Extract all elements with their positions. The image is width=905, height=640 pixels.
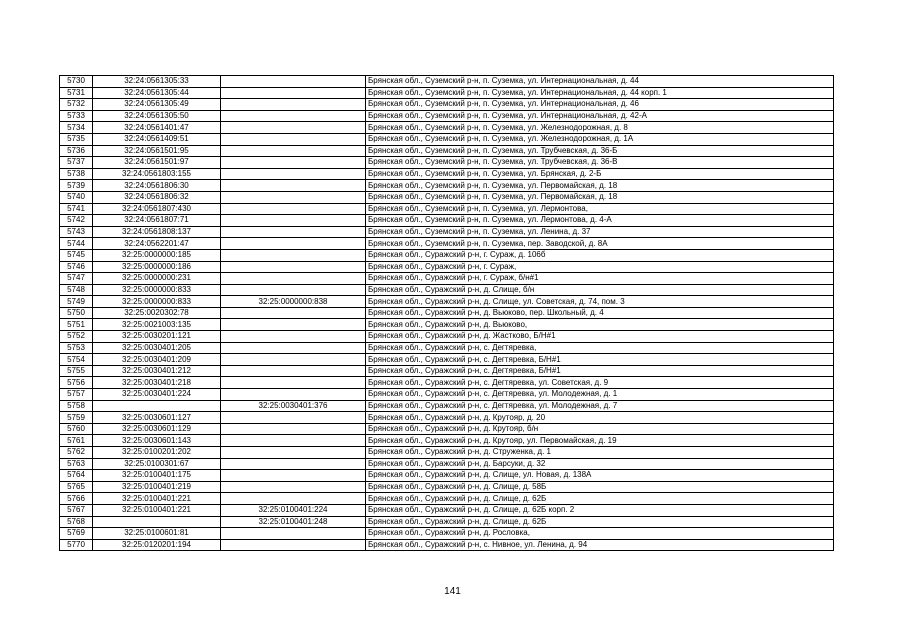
row-number-cell: 5734 bbox=[60, 122, 93, 134]
cadastral-number-cell: 32:24:0561305:33 bbox=[93, 76, 221, 88]
table-row bbox=[60, 516, 834, 528]
row-number-cell: 5761 bbox=[60, 435, 93, 447]
cadastral-number-cell: 32:25:0030401:224 bbox=[93, 389, 221, 401]
row-number-cell: 5765 bbox=[60, 481, 93, 493]
address-cell: Брянская обл., Суражский р-н, д. Вьюково, пер. Школьный, д. 4 bbox=[366, 307, 834, 319]
row-number-cell: 5768 bbox=[60, 516, 93, 528]
address-cell: Брянская обл., Суземский р-н, п. Суземка, пер. Заводской, д. 8А bbox=[366, 238, 834, 250]
related-cadastral-number-cell bbox=[221, 389, 366, 401]
cadastral-number-cell bbox=[93, 516, 221, 528]
related-cadastral-number-cell bbox=[221, 110, 366, 122]
address-cell: Брянская обл., Суражский р-н, д. Барсуки, д. 32 bbox=[366, 458, 834, 470]
cadastral-number-cell: 32:24:0561501:95 bbox=[93, 145, 221, 157]
cadastral-number-cell: 32:25:0100201:202 bbox=[93, 447, 221, 459]
row-number-cell: 5763 bbox=[60, 458, 93, 470]
row-number-cell: 5739 bbox=[60, 180, 93, 192]
related-cadastral-number-cell bbox=[221, 133, 366, 145]
table-row bbox=[60, 307, 834, 319]
table-row bbox=[60, 342, 834, 354]
table-row bbox=[60, 400, 834, 412]
table-row bbox=[60, 412, 834, 424]
row-number-cell: 5735 bbox=[60, 133, 93, 145]
address-cell: Брянская обл., Суражский р-н, д. Слище, д. 62Б корп. 2 bbox=[366, 504, 834, 516]
address-cell: Брянская обл., Суражский р-н, д. Крутояр, д. 20 bbox=[366, 412, 834, 424]
row-number-cell: 5758 bbox=[60, 400, 93, 412]
related-cadastral-number-cell bbox=[221, 470, 366, 482]
table-row bbox=[60, 203, 834, 215]
table-row bbox=[60, 238, 834, 250]
table-row bbox=[60, 458, 834, 470]
related-cadastral-number-cell bbox=[221, 539, 366, 551]
property-register-table bbox=[59, 75, 834, 551]
cadastral-number-cell: 32:25:0030601:143 bbox=[93, 435, 221, 447]
row-number-cell: 5738 bbox=[60, 168, 93, 180]
row-number-cell: 5745 bbox=[60, 249, 93, 261]
table-row bbox=[60, 504, 834, 516]
cadastral-number-cell: 32:24:0561305:50 bbox=[93, 110, 221, 122]
cadastral-number-cell: 32:25:0120201:194 bbox=[93, 539, 221, 551]
related-cadastral-number-cell: 32:25:0030401:376 bbox=[221, 400, 366, 412]
table-row bbox=[60, 319, 834, 331]
address-cell: Брянская обл., Суземский р-н, п. Суземка, ул. Ленина, д. 37 bbox=[366, 226, 834, 238]
row-number-cell: 5748 bbox=[60, 284, 93, 296]
cadastral-number-cell: 32:25:0000000:833 bbox=[93, 284, 221, 296]
row-number-cell: 5755 bbox=[60, 365, 93, 377]
cadastral-number-cell: 32:25:0030401:205 bbox=[93, 342, 221, 354]
cadastral-number-cell: 32:24:0561401:47 bbox=[93, 122, 221, 134]
row-number-cell: 5769 bbox=[60, 528, 93, 540]
cadastral-number-cell: 32:25:0000000:231 bbox=[93, 273, 221, 285]
cadastral-number-cell: 32:25:0100401:221 bbox=[93, 493, 221, 505]
page-number: 141 bbox=[444, 586, 461, 597]
table-row bbox=[60, 180, 834, 192]
cadastral-number-cell bbox=[93, 400, 221, 412]
address-cell: Брянская обл., Суземский р-н, п. Суземка, ул. Железнодорожная, д. 1А bbox=[366, 133, 834, 145]
register-table-body bbox=[60, 76, 834, 551]
address-cell: Брянская обл., Суражский р-н, с. Дегтяревка, bbox=[366, 342, 834, 354]
table-row bbox=[60, 539, 834, 551]
table-row bbox=[60, 249, 834, 261]
related-cadastral-number-cell bbox=[221, 458, 366, 470]
table-row bbox=[60, 157, 834, 169]
address-cell: Брянская обл., Суражский р-н, с. Дегтяревка, Б/Н#1 bbox=[366, 354, 834, 366]
related-cadastral-number-cell: 32:25:0100401:224 bbox=[221, 504, 366, 516]
address-cell: Брянская обл., Суражский р-н, д. Слище, ул. Советская, д. 74, пом. 3 bbox=[366, 296, 834, 308]
row-number-cell: 5730 bbox=[60, 76, 93, 88]
row-number-cell: 5764 bbox=[60, 470, 93, 482]
cadastral-number-cell: 32:25:0000000:185 bbox=[93, 249, 221, 261]
cadastral-number-cell: 32:24:0561803:155 bbox=[93, 168, 221, 180]
row-number-cell: 5756 bbox=[60, 377, 93, 389]
cadastral-number-cell: 32:25:0100301:67 bbox=[93, 458, 221, 470]
cadastral-number-cell: 32:25:0030601:127 bbox=[93, 412, 221, 424]
table-row bbox=[60, 528, 834, 540]
cadastral-number-cell: 32:25:0030401:212 bbox=[93, 365, 221, 377]
related-cadastral-number-cell bbox=[221, 87, 366, 99]
address-cell: Брянская обл., Суражский р-н, д. Рословка, bbox=[366, 528, 834, 540]
address-cell: Брянская обл., Суземский р-н, п. Суземка, ул. Интернациональная, д. 44 bbox=[366, 76, 834, 88]
related-cadastral-number-cell bbox=[221, 412, 366, 424]
row-number-cell: 5752 bbox=[60, 331, 93, 343]
cadastral-number-cell: 32:25:0030201:121 bbox=[93, 331, 221, 343]
related-cadastral-number-cell bbox=[221, 261, 366, 273]
table-row bbox=[60, 284, 834, 296]
table-row bbox=[60, 423, 834, 435]
related-cadastral-number-cell bbox=[221, 191, 366, 203]
row-number-cell: 5732 bbox=[60, 99, 93, 111]
address-cell: Брянская обл., Суземский р-н, п. Суземка, ул. Первомайская, д. 18 bbox=[366, 180, 834, 192]
cadastral-number-cell: 32:25:0100401:175 bbox=[93, 470, 221, 482]
cadastral-number-cell: 32:24:0561807:430 bbox=[93, 203, 221, 215]
table-row bbox=[60, 110, 834, 122]
row-number-cell: 5751 bbox=[60, 319, 93, 331]
related-cadastral-number-cell bbox=[221, 226, 366, 238]
row-number-cell: 5757 bbox=[60, 389, 93, 401]
address-cell: Брянская обл., Суражский р-н, д. Крутояр, б/н bbox=[366, 423, 834, 435]
row-number-cell: 5770 bbox=[60, 539, 93, 551]
address-cell: Брянская обл., Суземский р-н, п. Суземка, ул. Интернациональная, д. 42-А bbox=[366, 110, 834, 122]
related-cadastral-number-cell bbox=[221, 435, 366, 447]
address-cell: Брянская обл., Суземский р-н, п. Суземка, ул. Железнодорожная, д. 8 bbox=[366, 122, 834, 134]
table-row bbox=[60, 470, 834, 482]
table-row bbox=[60, 273, 834, 285]
address-cell: Брянская обл., Суражский р-н, д. Слище, б/н bbox=[366, 284, 834, 296]
address-cell: Брянская обл., Суражский р-н, с. Дегтяревка, ул. Молодежная, д. 1 bbox=[366, 389, 834, 401]
row-number-cell: 5760 bbox=[60, 423, 93, 435]
row-number-cell: 5744 bbox=[60, 238, 93, 250]
row-number-cell: 5741 bbox=[60, 203, 93, 215]
address-cell: Брянская обл., Суземский р-н, п. Суземка, ул. Интернациональная, д. 46 bbox=[366, 99, 834, 111]
related-cadastral-number-cell bbox=[221, 354, 366, 366]
related-cadastral-number-cell: 32:25:0100401:248 bbox=[221, 516, 366, 528]
row-number-cell: 5736 bbox=[60, 145, 93, 157]
table-row bbox=[60, 76, 834, 88]
table-row bbox=[60, 331, 834, 343]
address-cell: Брянская обл., Суражский р-н, д. Слище, д. 62Б bbox=[366, 493, 834, 505]
table-row bbox=[60, 296, 834, 308]
related-cadastral-number-cell bbox=[221, 157, 366, 169]
cadastral-number-cell: 32:25:0030401:209 bbox=[93, 354, 221, 366]
address-cell: Брянская обл., Суражский р-н, г. Сураж, б/н#1 bbox=[366, 273, 834, 285]
related-cadastral-number-cell bbox=[221, 284, 366, 296]
row-number-cell: 5753 bbox=[60, 342, 93, 354]
related-cadastral-number-cell bbox=[221, 423, 366, 435]
cadastral-number-cell: 32:24:0562201:47 bbox=[93, 238, 221, 250]
table-row bbox=[60, 261, 834, 273]
related-cadastral-number-cell bbox=[221, 342, 366, 354]
table-row bbox=[60, 226, 834, 238]
address-cell: Брянская обл., Суземский р-н, п. Суземка, ул. Интернациональная, д. 44 корп. 1 bbox=[366, 87, 834, 99]
related-cadastral-number-cell bbox=[221, 377, 366, 389]
row-number-cell: 5743 bbox=[60, 226, 93, 238]
table-row bbox=[60, 447, 834, 459]
table-row bbox=[60, 87, 834, 99]
related-cadastral-number-cell bbox=[221, 331, 366, 343]
address-cell: Брянская обл., Суземский р-н, п. Суземка, ул. Трубчевская, д. 36-В bbox=[366, 157, 834, 169]
cadastral-number-cell: 32:25:0100401:221 bbox=[93, 504, 221, 516]
row-number-cell: 5749 bbox=[60, 296, 93, 308]
row-number-cell: 5766 bbox=[60, 493, 93, 505]
cadastral-number-cell: 32:24:0561806:30 bbox=[93, 180, 221, 192]
cadastral-number-cell: 32:25:0100401:219 bbox=[93, 481, 221, 493]
related-cadastral-number-cell bbox=[221, 493, 366, 505]
address-cell: Брянская обл., Суражский р-н, с. Дегтяревка, ул. Молодежная, д. 7 bbox=[366, 400, 834, 412]
related-cadastral-number-cell bbox=[221, 238, 366, 250]
address-cell: Брянская обл., Суражский р-н, д. Слище, д. 58Б bbox=[366, 481, 834, 493]
related-cadastral-number-cell bbox=[221, 122, 366, 134]
related-cadastral-number-cell bbox=[221, 76, 366, 88]
address-cell: Брянская обл., Суражский р-н, с. Дегтяревка, ул. Советская, д. 9 bbox=[366, 377, 834, 389]
address-cell: Брянская обл., Суражский р-н, д. Слище, д. 62Б bbox=[366, 516, 834, 528]
cadastral-number-cell: 32:25:0021003:135 bbox=[93, 319, 221, 331]
related-cadastral-number-cell bbox=[221, 273, 366, 285]
related-cadastral-number-cell: 32:25:0000000:838 bbox=[221, 296, 366, 308]
row-number-cell: 5762 bbox=[60, 447, 93, 459]
address-cell: Брянская обл., Суражский р-н, д. Вьюково, bbox=[366, 319, 834, 331]
cadastral-number-cell: 32:25:0030401:218 bbox=[93, 377, 221, 389]
related-cadastral-number-cell bbox=[221, 99, 366, 111]
address-cell: Брянская обл., Суземский р-н, п. Суземка, ул. Первомайская, д. 18 bbox=[366, 191, 834, 203]
address-cell: Брянская обл., Суражский р-н, г. Сураж, д. 106б bbox=[366, 249, 834, 261]
related-cadastral-number-cell bbox=[221, 145, 366, 157]
table-row bbox=[60, 481, 834, 493]
cadastral-number-cell: 32:25:0000000:186 bbox=[93, 261, 221, 273]
table-row bbox=[60, 389, 834, 401]
cadastral-number-cell: 32:25:0020302:78 bbox=[93, 307, 221, 319]
table-row bbox=[60, 377, 834, 389]
table-row bbox=[60, 435, 834, 447]
address-cell: Брянская обл., Суземский р-н, п. Суземка, ул. Лермонтова, bbox=[366, 203, 834, 215]
row-number-cell: 5740 bbox=[60, 191, 93, 203]
address-cell: Брянская обл., Суражский р-н, д. Струженка, д. 1 bbox=[366, 447, 834, 459]
table-row bbox=[60, 122, 834, 134]
related-cadastral-number-cell bbox=[221, 168, 366, 180]
table-row bbox=[60, 215, 834, 227]
address-cell: Брянская обл., Суражский р-н, д. Крутояр, ул. Первомайская, д. 19 bbox=[366, 435, 834, 447]
related-cadastral-number-cell bbox=[221, 528, 366, 540]
related-cadastral-number-cell bbox=[221, 447, 366, 459]
cadastral-number-cell: 32:25:0000000:833 bbox=[93, 296, 221, 308]
table-row bbox=[60, 133, 834, 145]
row-number-cell: 5750 bbox=[60, 307, 93, 319]
cadastral-number-cell: 32:24:0561409:51 bbox=[93, 133, 221, 145]
related-cadastral-number-cell bbox=[221, 307, 366, 319]
row-number-cell: 5731 bbox=[60, 87, 93, 99]
row-number-cell: 5746 bbox=[60, 261, 93, 273]
table-row bbox=[60, 365, 834, 377]
table-row bbox=[60, 145, 834, 157]
address-cell: Брянская обл., Суражский р-н, г. Сураж, bbox=[366, 261, 834, 273]
row-number-cell: 5754 bbox=[60, 354, 93, 366]
row-number-cell: 5767 bbox=[60, 504, 93, 516]
related-cadastral-number-cell bbox=[221, 319, 366, 331]
address-cell: Брянская обл., Суземский р-н, п. Суземка, ул. Трубчевская, д. 36-Б bbox=[366, 145, 834, 157]
related-cadastral-number-cell bbox=[221, 365, 366, 377]
row-number-cell: 5742 bbox=[60, 215, 93, 227]
related-cadastral-number-cell bbox=[221, 481, 366, 493]
cadastral-number-cell: 32:24:0561808:137 bbox=[93, 226, 221, 238]
cadastral-number-cell: 32:24:0561305:44 bbox=[93, 87, 221, 99]
row-number-cell: 5737 bbox=[60, 157, 93, 169]
address-cell: Брянская обл., Суземский р-н, п. Суземка, ул. Лермонтова, д. 4-А bbox=[366, 215, 834, 227]
cadastral-number-cell: 32:24:0561501:97 bbox=[93, 157, 221, 169]
cadastral-number-cell: 32:24:0561806:32 bbox=[93, 191, 221, 203]
row-number-cell: 5747 bbox=[60, 273, 93, 285]
row-number-cell: 5759 bbox=[60, 412, 93, 424]
cadastral-number-cell: 32:25:0100601:81 bbox=[93, 528, 221, 540]
cadastral-number-cell: 32:24:0561807:71 bbox=[93, 215, 221, 227]
address-cell: Брянская обл., Суражский р-н, с. Дегтяревка, Б/Н#1 bbox=[366, 365, 834, 377]
related-cadastral-number-cell bbox=[221, 215, 366, 227]
address-cell: Брянская обл., Суражский р-н, д. Жастково, Б/Н#1 bbox=[366, 331, 834, 343]
row-number-cell: 5733 bbox=[60, 110, 93, 122]
address-cell: Брянская обл., Суражский р-н, с. Нивное, ул. Ленина, д. 94 bbox=[366, 539, 834, 551]
address-cell: Брянская обл., Суземский р-н, п. Суземка, ул. Брянская, д. 2-Б bbox=[366, 168, 834, 180]
related-cadastral-number-cell bbox=[221, 180, 366, 192]
related-cadastral-number-cell bbox=[221, 203, 366, 215]
table-row bbox=[60, 99, 834, 111]
table-row bbox=[60, 354, 834, 366]
related-cadastral-number-cell bbox=[221, 249, 366, 261]
cadastral-number-cell: 32:25:0030601:129 bbox=[93, 423, 221, 435]
address-cell: Брянская обл., Суражский р-н, д. Слище, ул. Новая, д. 138А bbox=[366, 470, 834, 482]
table-row bbox=[60, 191, 834, 203]
cadastral-number-cell: 32:24:0561305:49 bbox=[93, 99, 221, 111]
table-row bbox=[60, 493, 834, 505]
table-row bbox=[60, 168, 834, 180]
